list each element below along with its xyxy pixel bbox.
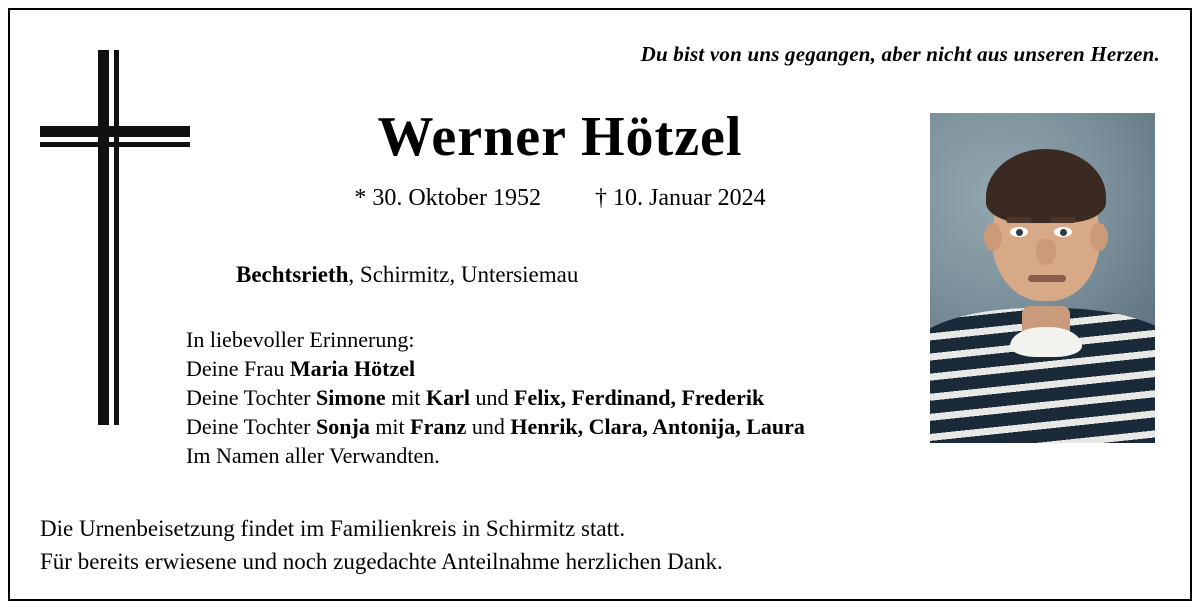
memory-line-2-conj: und [470, 385, 515, 410]
memory-line-2-names3: Felix, Ferdinand, Frederik [514, 385, 765, 410]
footer-line-1: Die Urnenbeisetzung findet im Familienkreis in Schirmitz statt. [40, 516, 626, 541]
memory-line-3-middle: mit [369, 414, 411, 439]
memory-line-3 [186, 412, 805, 441]
place-primary: Bechtsrieth [236, 262, 349, 287]
memory-line-1-prefix: Deine Frau [186, 356, 290, 381]
memory-line-2 [186, 383, 805, 412]
portrait-photo [930, 113, 1155, 443]
death-date: † 10. Januar 2024 [595, 185, 766, 211]
cross-icon [40, 50, 190, 425]
life-dates [250, 185, 870, 212]
memory-line-1-names: Maria Hötzel [289, 356, 416, 381]
memory-block [186, 325, 805, 470]
deceased-name: Werner Hötzel [377, 106, 743, 168]
memory-line-1 [186, 354, 805, 383]
place-rest: , Schirmitz, Untersiemau [348, 262, 579, 287]
memory-line-3-prefix: Deine Tochter [186, 414, 317, 439]
memory-line-3-conj: und [466, 414, 511, 439]
footer-block [40, 512, 723, 578]
places-line [236, 262, 578, 288]
memory-intro: In liebevoller Erinnerung: [186, 327, 415, 352]
epitaph-text: Du bist von uns gegangen, aber nicht aus unseren Herzen. [640, 42, 1160, 66]
memory-line-3-names3: Henrik, Clara, Antonija, Laura [510, 414, 805, 439]
footer-line-2: Für bereits erwiesene und noch zugedachte Anteilnahme herzlichen Dank. [40, 549, 723, 574]
memory-closing: Im Namen aller Verwandten. [186, 443, 440, 468]
memory-line-3-names2: Franz [410, 414, 467, 439]
memory-line-2-names: Simone [316, 385, 386, 410]
memory-line-2-middle: mit [385, 385, 427, 410]
memory-line-2-names2: Karl [426, 385, 471, 410]
birth-date: * 30. Oktober 1952 [354, 185, 541, 211]
memory-line-3-names: Sonja [316, 414, 370, 439]
memory-line-2-prefix: Deine Tochter [186, 385, 317, 410]
